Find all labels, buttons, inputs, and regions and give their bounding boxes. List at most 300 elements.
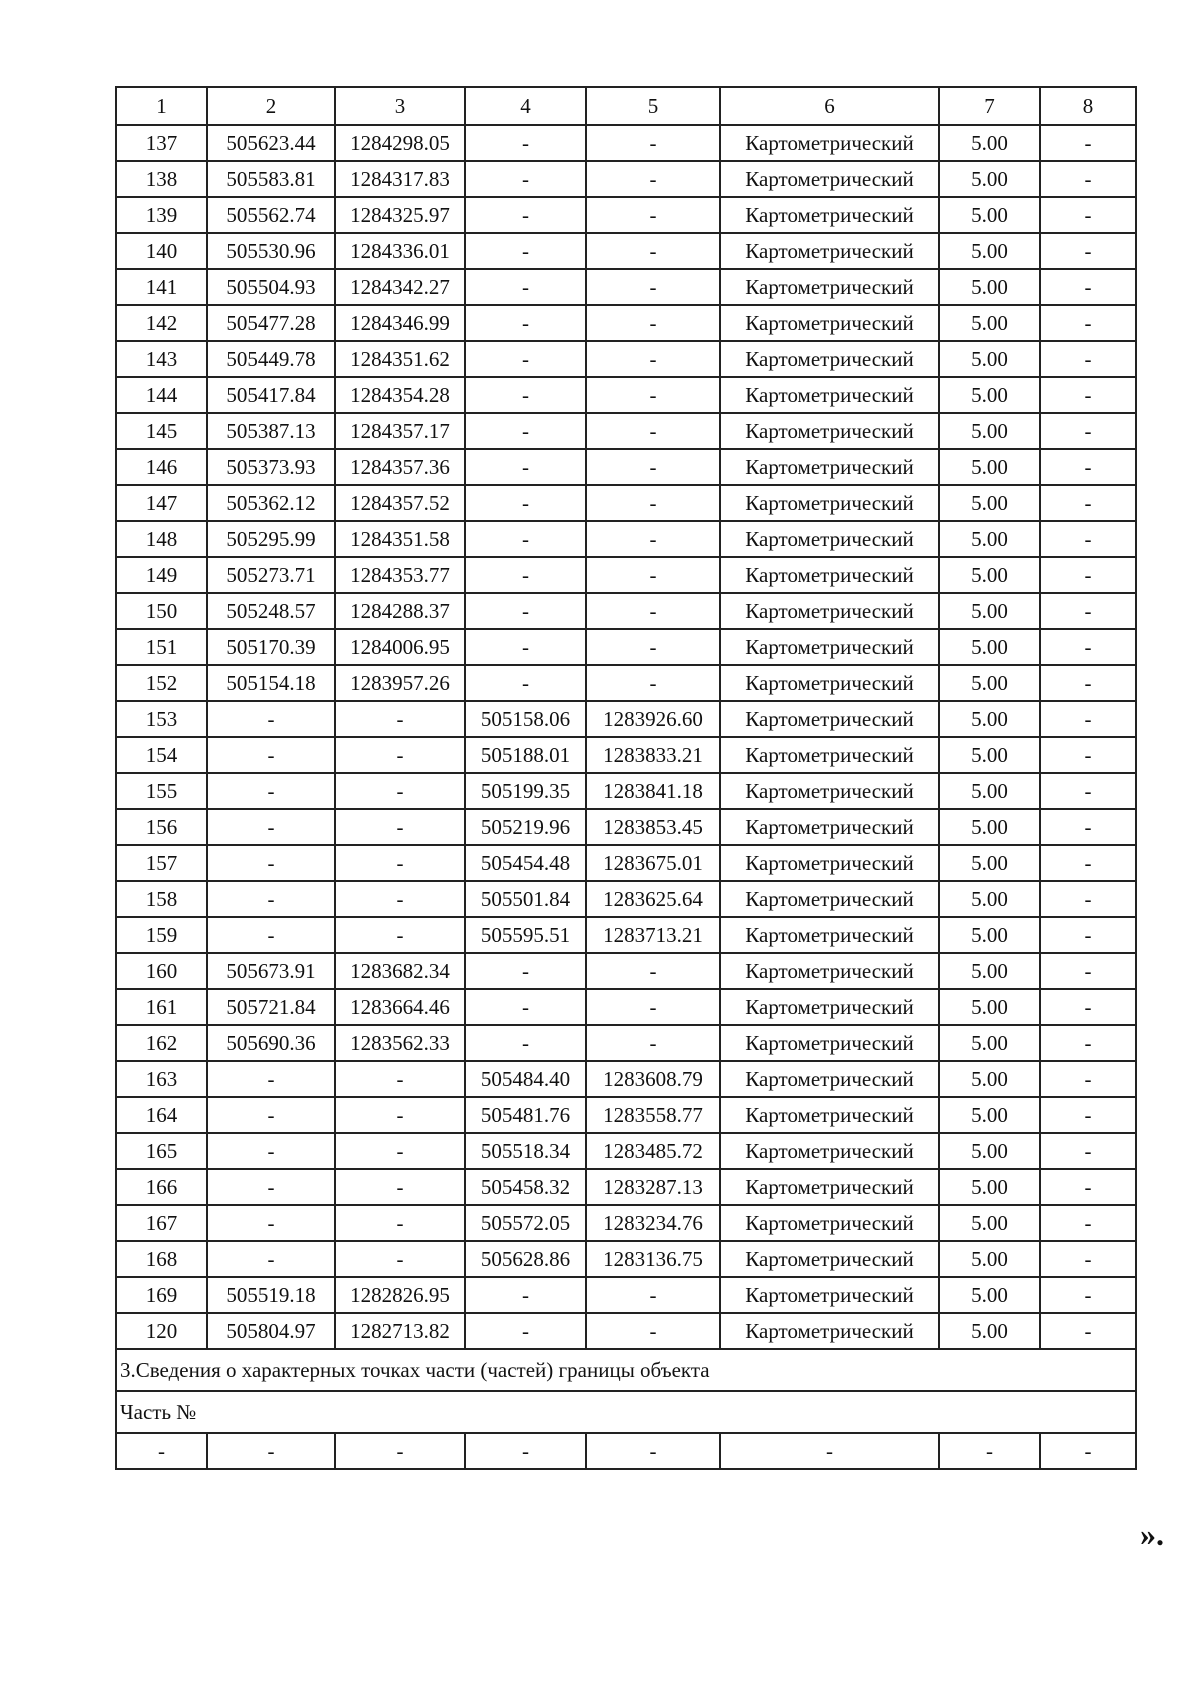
table-cell: 5.00 <box>939 917 1040 953</box>
table-cell: 505219.96 <box>465 809 586 845</box>
table-cell: Картометрический <box>720 917 939 953</box>
table-cell: 1283713.21 <box>586 917 720 953</box>
table-cell: 161 <box>116 989 207 1025</box>
table-row <box>116 1025 1136 1061</box>
table-cell: Картометрический <box>720 1241 939 1277</box>
table-cell: - <box>586 557 720 593</box>
table-cell: Картометрический <box>720 629 939 665</box>
table-cell: - <box>207 809 335 845</box>
table-row <box>116 557 1136 593</box>
column-header-5: 5 <box>586 87 720 125</box>
table-cell: - <box>207 845 335 881</box>
table-cell: 1283833.21 <box>586 737 720 773</box>
table-cell: - <box>465 449 586 485</box>
table-cell: 169 <box>116 1277 207 1313</box>
table-cell: Картометрический <box>720 881 939 917</box>
empty-cell: - <box>335 1433 465 1469</box>
table-row <box>116 737 1136 773</box>
table-cell: 505387.13 <box>207 413 335 449</box>
table-cell: - <box>335 773 465 809</box>
table-cell: 1283926.60 <box>586 701 720 737</box>
table-cell: - <box>465 665 586 701</box>
table-cell: - <box>1040 125 1136 161</box>
table-cell: - <box>586 269 720 305</box>
table-row <box>116 1277 1136 1313</box>
table-cell: - <box>586 989 720 1025</box>
table-cell: Картометрический <box>720 773 939 809</box>
table-cell: - <box>1040 1313 1136 1349</box>
table-cell: 150 <box>116 593 207 629</box>
table-cell: - <box>586 1277 720 1313</box>
table-cell: 1283675.01 <box>586 845 720 881</box>
empty-cell: - <box>586 1433 720 1469</box>
table-cell: - <box>586 449 720 485</box>
table-cell: Картометрический <box>720 449 939 485</box>
table-cell: 1283558.77 <box>586 1097 720 1133</box>
table-cell: 155 <box>116 773 207 809</box>
table-cell: 505188.01 <box>465 737 586 773</box>
table-cell: - <box>586 665 720 701</box>
column-header-2: 2 <box>207 87 335 125</box>
table-cell: 505199.35 <box>465 773 586 809</box>
table-row <box>116 341 1136 377</box>
table-cell: Картометрический <box>720 1133 939 1169</box>
section-title-row <box>116 1349 1136 1391</box>
table-cell: 1283625.64 <box>586 881 720 917</box>
table-cell: 1284357.36 <box>335 449 465 485</box>
table-cell: 5.00 <box>939 1133 1040 1169</box>
table-cell: 5.00 <box>939 521 1040 557</box>
table-cell: 505458.32 <box>465 1169 586 1205</box>
table-cell: 141 <box>116 269 207 305</box>
table-cell: 505628.86 <box>465 1241 586 1277</box>
table-row <box>116 521 1136 557</box>
table-cell: Картометрический <box>720 521 939 557</box>
table-cell: 164 <box>116 1097 207 1133</box>
column-header-4: 4 <box>465 87 586 125</box>
table-cell: - <box>1040 413 1136 449</box>
table-row <box>116 161 1136 197</box>
part-label: Часть № <box>116 1391 1136 1433</box>
table-body <box>116 87 1136 1469</box>
table-cell: 166 <box>116 1169 207 1205</box>
table-cell: - <box>465 377 586 413</box>
table-cell: 5.00 <box>939 593 1040 629</box>
table-cell: - <box>586 305 720 341</box>
table-cell: 5.00 <box>939 557 1040 593</box>
table-cell: Картометрический <box>720 1169 939 1205</box>
table-cell: 505562.74 <box>207 197 335 233</box>
table-cell: - <box>335 1133 465 1169</box>
table-cell: 1282826.95 <box>335 1277 465 1313</box>
table-cell: - <box>207 737 335 773</box>
table-cell: 168 <box>116 1241 207 1277</box>
table-cell: Картометрический <box>720 161 939 197</box>
table-cell: Картометрический <box>720 1205 939 1241</box>
table-cell: - <box>207 917 335 953</box>
table-cell: 505273.71 <box>207 557 335 593</box>
table-cell: - <box>465 521 586 557</box>
table-cell: - <box>465 629 586 665</box>
table-cell: 5.00 <box>939 629 1040 665</box>
table-cell: Картометрический <box>720 1061 939 1097</box>
table-row <box>116 1133 1136 1169</box>
table-cell: 5.00 <box>939 269 1040 305</box>
column-header-3: 3 <box>335 87 465 125</box>
table-row <box>116 377 1136 413</box>
table-cell: - <box>465 557 586 593</box>
table-row <box>116 1241 1136 1277</box>
table-cell: - <box>586 377 720 413</box>
table-row <box>116 989 1136 1025</box>
table-cell: 1284342.27 <box>335 269 465 305</box>
table-cell: - <box>1040 161 1136 197</box>
table-cell: - <box>1040 1205 1136 1241</box>
table-cell: 165 <box>116 1133 207 1169</box>
table-cell: 120 <box>116 1313 207 1349</box>
table-cell: - <box>1040 1277 1136 1313</box>
table-cell: Картометрический <box>720 1025 939 1061</box>
table-cell: - <box>1040 953 1136 989</box>
table-cell: - <box>1040 449 1136 485</box>
table-cell: 5.00 <box>939 1241 1040 1277</box>
table-cell: - <box>586 1313 720 1349</box>
table-cell: - <box>207 1205 335 1241</box>
table-cell: Картометрический <box>720 809 939 845</box>
table-cell: 505170.39 <box>207 629 335 665</box>
table-cell: - <box>465 1313 586 1349</box>
table-cell: 1284006.95 <box>335 629 465 665</box>
table-cell: 1284354.28 <box>335 377 465 413</box>
table-cell: - <box>465 1025 586 1061</box>
table-cell: - <box>465 593 586 629</box>
table-cell: 144 <box>116 377 207 413</box>
table-cell: 5.00 <box>939 233 1040 269</box>
table-cell: 5.00 <box>939 305 1040 341</box>
table-cell: - <box>335 917 465 953</box>
table-cell: 5.00 <box>939 845 1040 881</box>
table-cell: - <box>335 1205 465 1241</box>
table-cell: - <box>586 485 720 521</box>
table-cell: - <box>207 1097 335 1133</box>
table-cell: - <box>207 1241 335 1277</box>
table-cell: 146 <box>116 449 207 485</box>
table-cell: 1284325.97 <box>335 197 465 233</box>
table-cell: 153 <box>116 701 207 737</box>
table-cell: - <box>335 881 465 917</box>
table-cell: - <box>1040 701 1136 737</box>
column-header-8: 8 <box>1040 87 1136 125</box>
table-cell: 149 <box>116 557 207 593</box>
table-cell: 157 <box>116 845 207 881</box>
table-cell: - <box>1040 737 1136 773</box>
table-cell: - <box>335 1169 465 1205</box>
table-cell: 1284357.52 <box>335 485 465 521</box>
table-cell: - <box>335 1061 465 1097</box>
table-row <box>116 449 1136 485</box>
table-cell: - <box>465 413 586 449</box>
table-cell: 1284346.99 <box>335 305 465 341</box>
table-cell: 1284317.83 <box>335 161 465 197</box>
table-cell: 1284353.77 <box>335 557 465 593</box>
table-row <box>116 881 1136 917</box>
table-cell: Картометрический <box>720 269 939 305</box>
table-row <box>116 1061 1136 1097</box>
table-cell: 1284357.17 <box>335 413 465 449</box>
table-cell: 5.00 <box>939 773 1040 809</box>
boundary-points-table <box>115 86 1137 1470</box>
table-cell: Картометрический <box>720 701 939 737</box>
table-cell: - <box>586 233 720 269</box>
table-cell: 505623.44 <box>207 125 335 161</box>
table-cell: - <box>207 881 335 917</box>
table-cell: Картометрический <box>720 953 939 989</box>
table-cell: 1283841.18 <box>586 773 720 809</box>
table-cell: 158 <box>116 881 207 917</box>
table-cell: - <box>465 233 586 269</box>
table-cell: - <box>586 1025 720 1061</box>
table-cell: 5.00 <box>939 377 1040 413</box>
table-cell: 1283682.34 <box>335 953 465 989</box>
table-cell: 162 <box>116 1025 207 1061</box>
table-cell: - <box>207 1061 335 1097</box>
table-row <box>116 593 1136 629</box>
table-cell: 1283136.75 <box>586 1241 720 1277</box>
table-cell: 1284298.05 <box>335 125 465 161</box>
table-cell: 505481.76 <box>465 1097 586 1133</box>
table-row <box>116 809 1136 845</box>
table-row <box>116 953 1136 989</box>
table-cell: 505454.48 <box>465 845 586 881</box>
table-cell: - <box>207 1133 335 1169</box>
table-cell: 5.00 <box>939 125 1040 161</box>
table-cell: 505449.78 <box>207 341 335 377</box>
table-row <box>116 773 1136 809</box>
table-cell: - <box>1040 881 1136 917</box>
table-cell: 505484.40 <box>465 1061 586 1097</box>
table-cell: - <box>1040 197 1136 233</box>
table-cell: 1283957.26 <box>335 665 465 701</box>
table-cell: 5.00 <box>939 161 1040 197</box>
table-cell: - <box>586 161 720 197</box>
table-cell: 1283664.46 <box>335 989 465 1025</box>
table-cell: - <box>465 197 586 233</box>
table-cell: 5.00 <box>939 1061 1040 1097</box>
table-cell: 505518.34 <box>465 1133 586 1169</box>
table-cell: - <box>1040 1241 1136 1277</box>
table-row <box>116 1097 1136 1133</box>
table-cell: - <box>1040 593 1136 629</box>
table-cell: 1284288.37 <box>335 593 465 629</box>
table-cell: 505519.18 <box>207 1277 335 1313</box>
table-row <box>116 1169 1136 1205</box>
table-cell: Картометрический <box>720 413 939 449</box>
table-row <box>116 233 1136 269</box>
table-cell: 5.00 <box>939 701 1040 737</box>
table-cell: 505690.36 <box>207 1025 335 1061</box>
table-cell: - <box>586 341 720 377</box>
table-cell: 5.00 <box>939 1169 1040 1205</box>
table-cell: - <box>1040 557 1136 593</box>
table-row <box>116 665 1136 701</box>
table-cell: 5.00 <box>939 485 1040 521</box>
table-cell: 505530.96 <box>207 233 335 269</box>
table-cell: 505595.51 <box>465 917 586 953</box>
table-cell: 5.00 <box>939 1025 1040 1061</box>
empty-cell: - <box>116 1433 207 1469</box>
table-cell: 505501.84 <box>465 881 586 917</box>
table-cell: 5.00 <box>939 737 1040 773</box>
empty-cell: - <box>939 1433 1040 1469</box>
table-cell: 1284351.58 <box>335 521 465 557</box>
table-cell: 505373.93 <box>207 449 335 485</box>
table-cell: 5.00 <box>939 665 1040 701</box>
column-header-6: 6 <box>720 87 939 125</box>
table-cell: 505583.81 <box>207 161 335 197</box>
empty-part-row <box>116 1433 1136 1469</box>
table-cell: - <box>465 485 586 521</box>
table-cell: 5.00 <box>939 341 1040 377</box>
table-cell: 1283485.72 <box>586 1133 720 1169</box>
table-cell: 1282713.82 <box>335 1313 465 1349</box>
table-cell: - <box>1040 773 1136 809</box>
table-cell: - <box>207 1169 335 1205</box>
table-cell: Картометрический <box>720 341 939 377</box>
table-cell: 5.00 <box>939 1313 1040 1349</box>
table-cell: - <box>586 125 720 161</box>
table-cell: - <box>1040 1061 1136 1097</box>
table-cell: - <box>465 269 586 305</box>
table-cell: 505572.05 <box>465 1205 586 1241</box>
table-cell: - <box>465 953 586 989</box>
table-cell: 505804.97 <box>207 1313 335 1349</box>
table-cell: 154 <box>116 737 207 773</box>
table-cell: 137 <box>116 125 207 161</box>
table-cell: - <box>465 161 586 197</box>
table-cell: - <box>1040 485 1136 521</box>
table-cell: - <box>1040 1133 1136 1169</box>
table-cell: - <box>1040 1169 1136 1205</box>
table-cell: 1284351.62 <box>335 341 465 377</box>
table-cell: 145 <box>116 413 207 449</box>
table-cell: 5.00 <box>939 809 1040 845</box>
table-row <box>116 197 1136 233</box>
table-cell: - <box>1040 377 1136 413</box>
table-cell: 140 <box>116 233 207 269</box>
table-cell: 138 <box>116 161 207 197</box>
table-cell: - <box>335 809 465 845</box>
table-cell: - <box>1040 233 1136 269</box>
table-cell: 5.00 <box>939 449 1040 485</box>
table-cell: - <box>1040 1097 1136 1133</box>
table-row <box>116 413 1136 449</box>
table-cell: 160 <box>116 953 207 989</box>
table-cell: - <box>465 1277 586 1313</box>
table-cell: Картометрический <box>720 737 939 773</box>
table-row <box>116 125 1136 161</box>
table-cell: 1284336.01 <box>335 233 465 269</box>
table-cell: - <box>586 629 720 665</box>
table-cell: - <box>1040 665 1136 701</box>
table-cell: - <box>586 197 720 233</box>
table-cell: - <box>465 305 586 341</box>
table-cell: - <box>207 701 335 737</box>
document-page <box>115 86 1135 1470</box>
table-cell: - <box>586 593 720 629</box>
table-row <box>116 269 1136 305</box>
table-cell: 5.00 <box>939 1205 1040 1241</box>
empty-cell: - <box>1040 1433 1136 1469</box>
table-row <box>116 701 1136 737</box>
table-cell: 139 <box>116 197 207 233</box>
table-cell: Картометрический <box>720 557 939 593</box>
table-row <box>116 485 1136 521</box>
table-cell: - <box>1040 1025 1136 1061</box>
empty-cell: - <box>465 1433 586 1469</box>
table-row <box>116 629 1136 665</box>
table-cell: Картометрический <box>720 125 939 161</box>
column-header-7: 7 <box>939 87 1040 125</box>
table-cell: - <box>1040 989 1136 1025</box>
table-cell: Картометрический <box>720 665 939 701</box>
table-cell: 505504.93 <box>207 269 335 305</box>
table-cell: 159 <box>116 917 207 953</box>
header-row <box>116 87 1136 125</box>
table-cell: - <box>335 1097 465 1133</box>
table-cell: 505154.18 <box>207 665 335 701</box>
table-cell: - <box>586 953 720 989</box>
table-cell: Картометрический <box>720 1277 939 1313</box>
table-cell: 5.00 <box>939 989 1040 1025</box>
empty-cell: - <box>720 1433 939 1469</box>
column-header-1: 1 <box>116 87 207 125</box>
table-cell: 5.00 <box>939 881 1040 917</box>
table-cell: Картометрический <box>720 989 939 1025</box>
table-cell: Картометрический <box>720 377 939 413</box>
table-cell: - <box>335 737 465 773</box>
table-cell: Картометрический <box>720 1097 939 1133</box>
table-cell: - <box>1040 845 1136 881</box>
table-row <box>116 845 1136 881</box>
table-cell: 1283608.79 <box>586 1061 720 1097</box>
table-cell: 505477.28 <box>207 305 335 341</box>
table-cell: 5.00 <box>939 197 1040 233</box>
table-cell: - <box>335 845 465 881</box>
table-cell: - <box>1040 269 1136 305</box>
table-cell: - <box>207 773 335 809</box>
table-cell: Картометрический <box>720 305 939 341</box>
table-cell: - <box>1040 521 1136 557</box>
table-cell: 5.00 <box>939 413 1040 449</box>
table-cell: - <box>1040 341 1136 377</box>
table-cell: 505295.99 <box>207 521 335 557</box>
table-row <box>116 1313 1136 1349</box>
table-cell: 156 <box>116 809 207 845</box>
table-row <box>116 1205 1136 1241</box>
table-cell: 1283562.33 <box>335 1025 465 1061</box>
empty-cell: - <box>207 1433 335 1469</box>
table-cell: 505721.84 <box>207 989 335 1025</box>
table-row <box>116 917 1136 953</box>
table-cell: 1283234.76 <box>586 1205 720 1241</box>
table-row <box>116 305 1136 341</box>
table-cell: - <box>335 701 465 737</box>
table-cell: Картометрический <box>720 485 939 521</box>
table-cell: - <box>586 413 720 449</box>
table-cell: Картометрический <box>720 1313 939 1349</box>
table-cell: - <box>1040 629 1136 665</box>
table-cell: 142 <box>116 305 207 341</box>
